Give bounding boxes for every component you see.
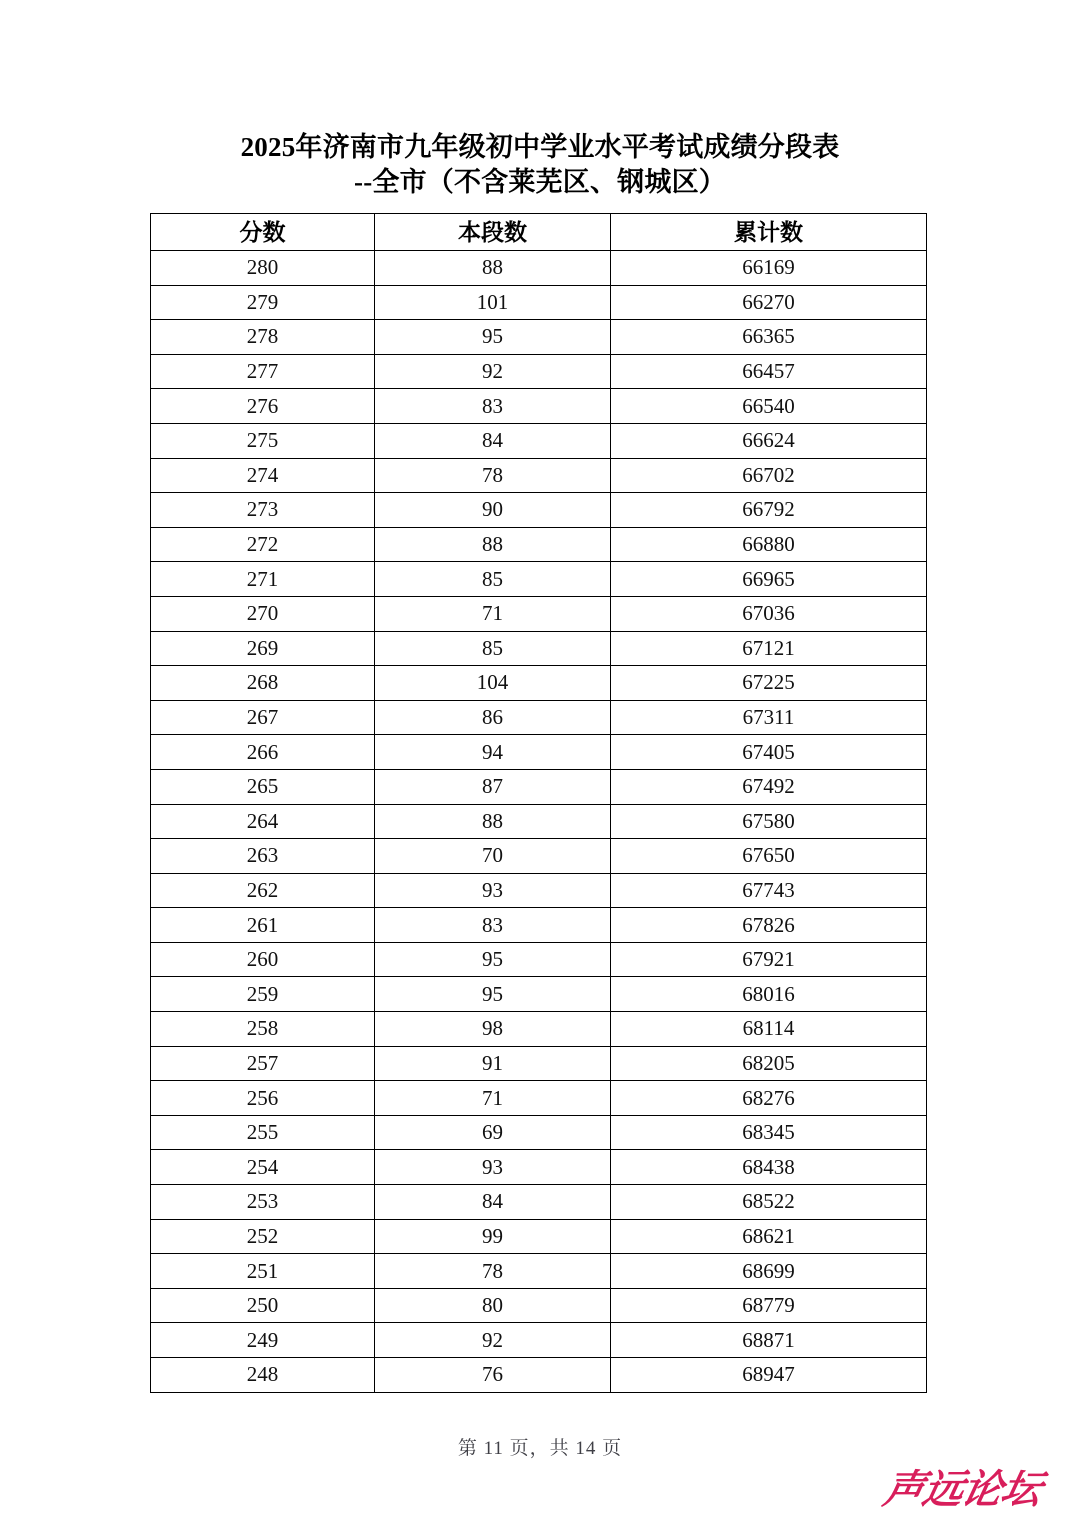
cell-score: 280: [151, 251, 375, 286]
cell-cumulative-count: 68114: [611, 1012, 927, 1047]
table-row: [151, 631, 927, 666]
table-row: [151, 1115, 927, 1150]
table-row: [151, 1323, 927, 1358]
cell-score: 251: [151, 1254, 375, 1289]
cell-cumulative-count: 67826: [611, 908, 927, 943]
cell-segment-count: 95: [375, 977, 611, 1012]
cell-cumulative-count: 67036: [611, 596, 927, 631]
cell-cumulative-count: 66965: [611, 562, 927, 597]
cell-segment-count: 71: [375, 1081, 611, 1116]
cell-segment-count: 85: [375, 631, 611, 666]
page-number-text: 第 11 页，共 14 页: [457, 1438, 623, 1459]
cell-segment-count: 86: [375, 700, 611, 735]
cell-segment-count: 78: [375, 1254, 611, 1289]
cell-cumulative-count: 67311: [611, 700, 927, 735]
cell-score: 278: [151, 320, 375, 355]
cell-cumulative-count: 67921: [611, 942, 927, 977]
table-row: [151, 389, 927, 424]
cell-cumulative-count: 66457: [611, 354, 927, 389]
cell-cumulative-count: 67650: [611, 839, 927, 874]
table-row: [151, 354, 927, 389]
cell-segment-count: 92: [375, 354, 611, 389]
table-row: [151, 596, 927, 631]
cell-score: 255: [151, 1115, 375, 1150]
cell-cumulative-count: 66624: [611, 423, 927, 458]
cell-score: 252: [151, 1219, 375, 1254]
table-row: [151, 285, 927, 320]
cell-segment-count: 101: [375, 285, 611, 320]
cell-segment-count: 88: [375, 804, 611, 839]
cell-cumulative-count: 68522: [611, 1185, 927, 1220]
page-title-line-2: --全市（不含莱芜区、钢城区）: [354, 166, 726, 197]
table-header-row: [151, 214, 927, 251]
watermark-logo-icon: [868, 1463, 1068, 1517]
cell-score: 250: [151, 1288, 375, 1323]
cell-segment-count: 87: [375, 769, 611, 804]
table-row: [151, 1150, 927, 1185]
cell-segment-count: 92: [375, 1323, 611, 1358]
cell-cumulative-count: 66792: [611, 493, 927, 528]
table-row: [151, 562, 927, 597]
cell-score: 277: [151, 354, 375, 389]
cell-segment-count: 78: [375, 458, 611, 493]
cell-segment-count: 98: [375, 1012, 611, 1047]
cell-segment-count: 88: [375, 251, 611, 286]
cell-score: 253: [151, 1185, 375, 1220]
cell-cumulative-count: 67492: [611, 769, 927, 804]
table-row: [151, 320, 927, 355]
table-header: [151, 214, 927, 251]
cell-segment-count: 80: [375, 1288, 611, 1323]
table-row: [151, 666, 927, 701]
cell-score: 269: [151, 631, 375, 666]
table-row: [151, 1219, 927, 1254]
table-row: [151, 1081, 927, 1116]
cell-score: 266: [151, 735, 375, 770]
cell-score: 273: [151, 493, 375, 528]
cell-score: 276: [151, 389, 375, 424]
cell-segment-count: 84: [375, 1185, 611, 1220]
table-row: [151, 839, 927, 874]
cell-score: 259: [151, 977, 375, 1012]
cell-segment-count: 83: [375, 389, 611, 424]
cell-cumulative-count: 68016: [611, 977, 927, 1012]
cell-score: 254: [151, 1150, 375, 1185]
score-distribution-table-container: [150, 213, 926, 1393]
cell-score: 271: [151, 562, 375, 597]
cell-cumulative-count: 67225: [611, 666, 927, 701]
table-row: [151, 942, 927, 977]
cell-segment-count: 70: [375, 839, 611, 874]
cell-score: 260: [151, 942, 375, 977]
cell-segment-count: 69: [375, 1115, 611, 1150]
cell-score: 267: [151, 700, 375, 735]
cell-segment-count: 83: [375, 908, 611, 943]
page-title-line-1: 2025年济南市九年级初中学业水平考试成绩分段表: [240, 132, 840, 162]
cell-cumulative-count: 68276: [611, 1081, 927, 1116]
cell-cumulative-count: 66270: [611, 285, 927, 320]
table-row: [151, 908, 927, 943]
cell-cumulative-count: 66880: [611, 527, 927, 562]
cell-cumulative-count: 66702: [611, 458, 927, 493]
table-row: [151, 804, 927, 839]
table-row: [151, 735, 927, 770]
cell-score: 268: [151, 666, 375, 701]
cell-cumulative-count: 67405: [611, 735, 927, 770]
cell-score: 270: [151, 596, 375, 631]
column-header-segment-count: 本段数: [375, 214, 611, 251]
cell-score: 279: [151, 285, 375, 320]
table-row: [151, 423, 927, 458]
cell-cumulative-count: 68438: [611, 1150, 927, 1185]
table-row: [151, 977, 927, 1012]
cell-score: 265: [151, 769, 375, 804]
cell-score: 248: [151, 1358, 375, 1393]
cell-cumulative-count: 68205: [611, 1046, 927, 1081]
cell-segment-count: 85: [375, 562, 611, 597]
document-title-block: [0, 130, 1080, 199]
cell-cumulative-count: 66169: [611, 251, 927, 286]
cell-cumulative-count: 67743: [611, 873, 927, 908]
cell-score: 264: [151, 804, 375, 839]
cell-score: 257: [151, 1046, 375, 1081]
cell-cumulative-count: 67580: [611, 804, 927, 839]
cell-cumulative-count: 68779: [611, 1288, 927, 1323]
cell-score: 256: [151, 1081, 375, 1116]
table-row: [151, 1046, 927, 1081]
score-distribution-table: [150, 213, 927, 1393]
watermark-text: 声远论坛: [879, 1465, 1046, 1513]
cell-segment-count: 93: [375, 1150, 611, 1185]
column-header-score: 分数: [151, 214, 375, 251]
cell-segment-count: 90: [375, 493, 611, 528]
cell-cumulative-count: 68947: [611, 1358, 927, 1393]
site-watermark: [866, 1462, 1070, 1518]
table-row: [151, 1358, 927, 1393]
cell-cumulative-count: 68699: [611, 1254, 927, 1289]
cell-cumulative-count: 68871: [611, 1323, 927, 1358]
cell-cumulative-count: 68621: [611, 1219, 927, 1254]
cell-score: 263: [151, 839, 375, 874]
cell-score: 272: [151, 527, 375, 562]
page-footer: [0, 1433, 1080, 1460]
cell-segment-count: 99: [375, 1219, 611, 1254]
cell-segment-count: 95: [375, 320, 611, 355]
table-row: [151, 1288, 927, 1323]
table-row: [151, 458, 927, 493]
cell-segment-count: 88: [375, 527, 611, 562]
cell-segment-count: 91: [375, 1046, 611, 1081]
cell-score: 274: [151, 458, 375, 493]
column-header-cumulative-count: 累计数: [611, 214, 927, 251]
table-row: [151, 873, 927, 908]
table-row: [151, 700, 927, 735]
table-row: [151, 527, 927, 562]
cell-cumulative-count: 67121: [611, 631, 927, 666]
table-body: [151, 251, 927, 1393]
cell-segment-count: 71: [375, 596, 611, 631]
cell-cumulative-count: 66540: [611, 389, 927, 424]
cell-segment-count: 76: [375, 1358, 611, 1393]
table-row: [151, 493, 927, 528]
cell-segment-count: 95: [375, 942, 611, 977]
table-row: [151, 251, 927, 286]
table-row: [151, 1012, 927, 1047]
cell-score: 249: [151, 1323, 375, 1358]
cell-segment-count: 94: [375, 735, 611, 770]
cell-segment-count: 104: [375, 666, 611, 701]
cell-cumulative-count: 66365: [611, 320, 927, 355]
cell-segment-count: 84: [375, 423, 611, 458]
table-row: [151, 769, 927, 804]
cell-segment-count: 93: [375, 873, 611, 908]
table-row: [151, 1254, 927, 1289]
cell-score: 275: [151, 423, 375, 458]
cell-cumulative-count: 68345: [611, 1115, 927, 1150]
cell-score: 262: [151, 873, 375, 908]
table-row: [151, 1185, 927, 1220]
cell-score: 261: [151, 908, 375, 943]
cell-score: 258: [151, 1012, 375, 1047]
